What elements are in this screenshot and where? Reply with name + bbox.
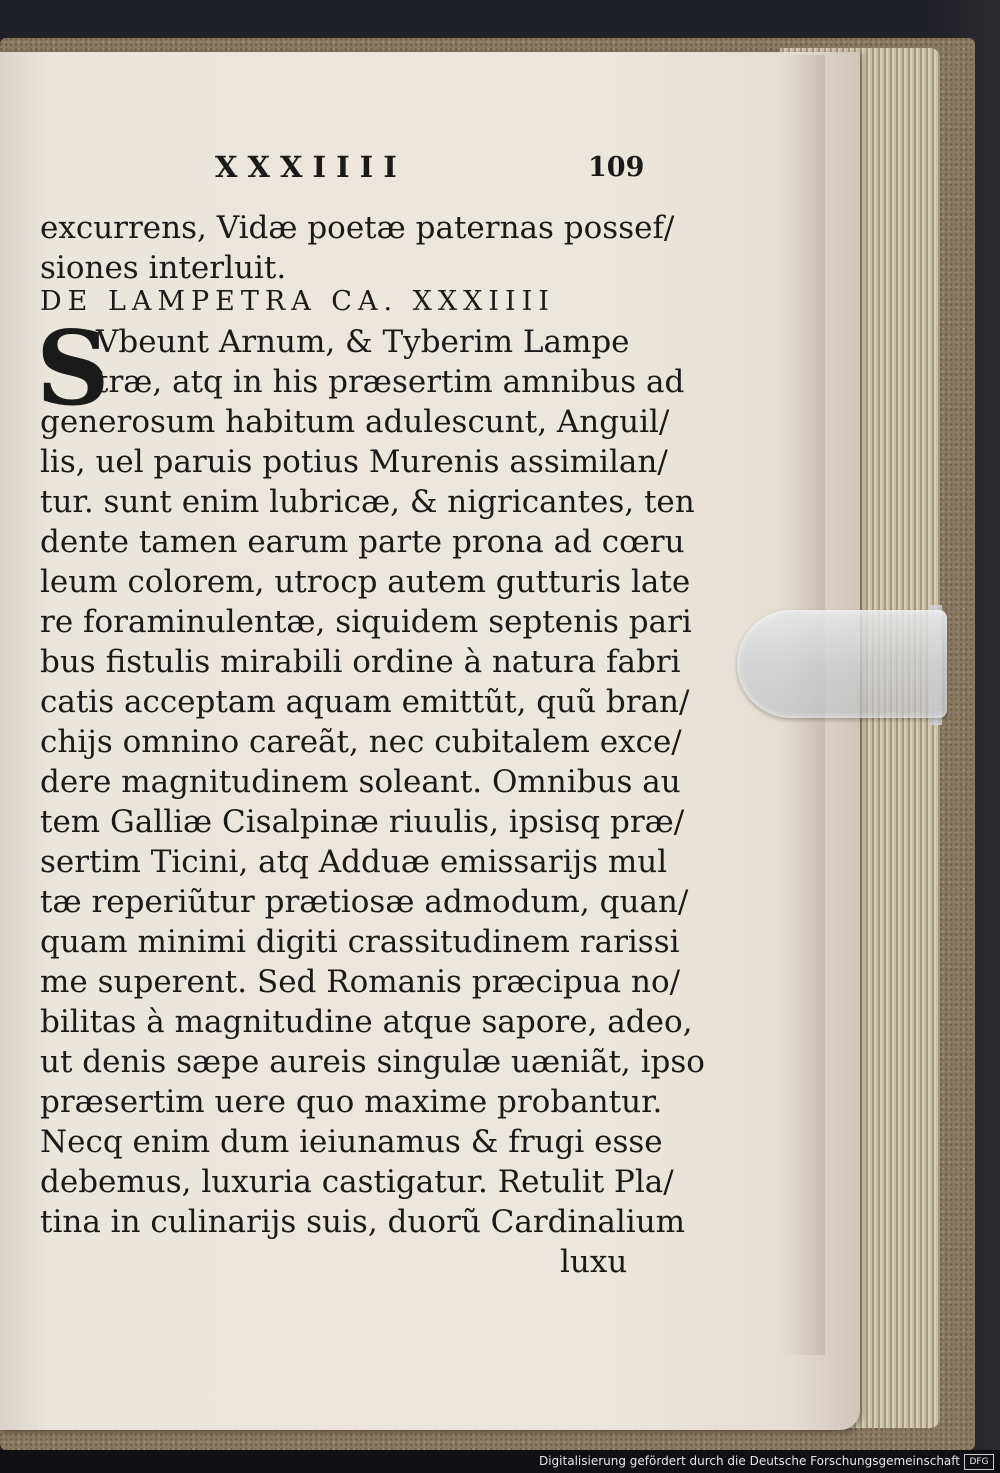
text-line: Necq enim dum ieiunamus & frugi esse [40, 1124, 663, 1160]
text-line: lis, uel paruis potius Murenis assimilan/ [40, 444, 668, 480]
text-line: chijs omnino careãt, nec cubitalem exce/ [40, 724, 682, 760]
text-line: tem Galliæ Cisalpinæ riuulis, ipsisq præ/ [40, 804, 685, 840]
text-line: generosum habitum adulescunt, Anguil/ [40, 404, 670, 440]
page-number: 109 [588, 152, 645, 183]
decorated-initial: S [36, 309, 110, 429]
text-line: tina in culinarijs suis, duorũ Cardinalium [40, 1204, 686, 1240]
text-line: tur. sunt enim lubricæ, & nigricantes, ten [40, 484, 695, 520]
text-line: re foraminulentæ, siquidem septenis pari [40, 604, 692, 640]
text-line: excurrens, Vidæ poetæ paternas possef/ [40, 210, 675, 246]
dfg-logo-icon: DFG [964, 1454, 994, 1470]
text-line: dente tamen earum parte prona ad cœru [40, 524, 685, 560]
text-line: tæ reperiũtur prætiosæ admodum, quan/ [40, 884, 689, 920]
text-line: præsertim uere quo maxime probantur. [40, 1084, 663, 1120]
text-line: catis acceptam aquam emittũt, quũ bran/ [40, 684, 690, 720]
text-line: leum colorem, utrocp autem gutturis late [40, 564, 691, 600]
text-line: quam minimi digiti crassitudinem rarissi [40, 924, 680, 960]
text-line: træ, atq in his præsertim amnibus ad [96, 364, 685, 400]
text-line: dere magnitudinem soleant. Omnibus au [40, 764, 681, 800]
text-line: debemus, luxuria castigatur. Retulit Pla/ [40, 1164, 674, 1200]
text-line: bilitas à magnitudine atque sapore, adeo, [40, 1004, 693, 1040]
running-head: XXXIIII [215, 150, 407, 184]
text-line: sertim Ticini, atq Adduæ emissarijs mul [40, 844, 668, 880]
chapter-heading: DE LAMPETRA CA. XXXIIII [40, 286, 555, 317]
footer-credit: Digitalisierung gefördert durch die Deutsche Forschungsgemeinschaft [538, 1454, 960, 1468]
text-line: me superent. Sed Romanis præcipua no/ [40, 964, 681, 1000]
text-line: siones interluit. [40, 250, 287, 286]
text-line: bus fistulis mirabili ordine à natura fabri [40, 644, 681, 680]
digitization-footer [0, 1450, 1000, 1473]
catchword: luxu [560, 1244, 628, 1280]
text-line: Vbeunt Arnum, & Tyberim Lampe [96, 324, 630, 360]
text-line: ut denis sæpe aureis singulæ uæniãt, ipso [40, 1044, 705, 1080]
